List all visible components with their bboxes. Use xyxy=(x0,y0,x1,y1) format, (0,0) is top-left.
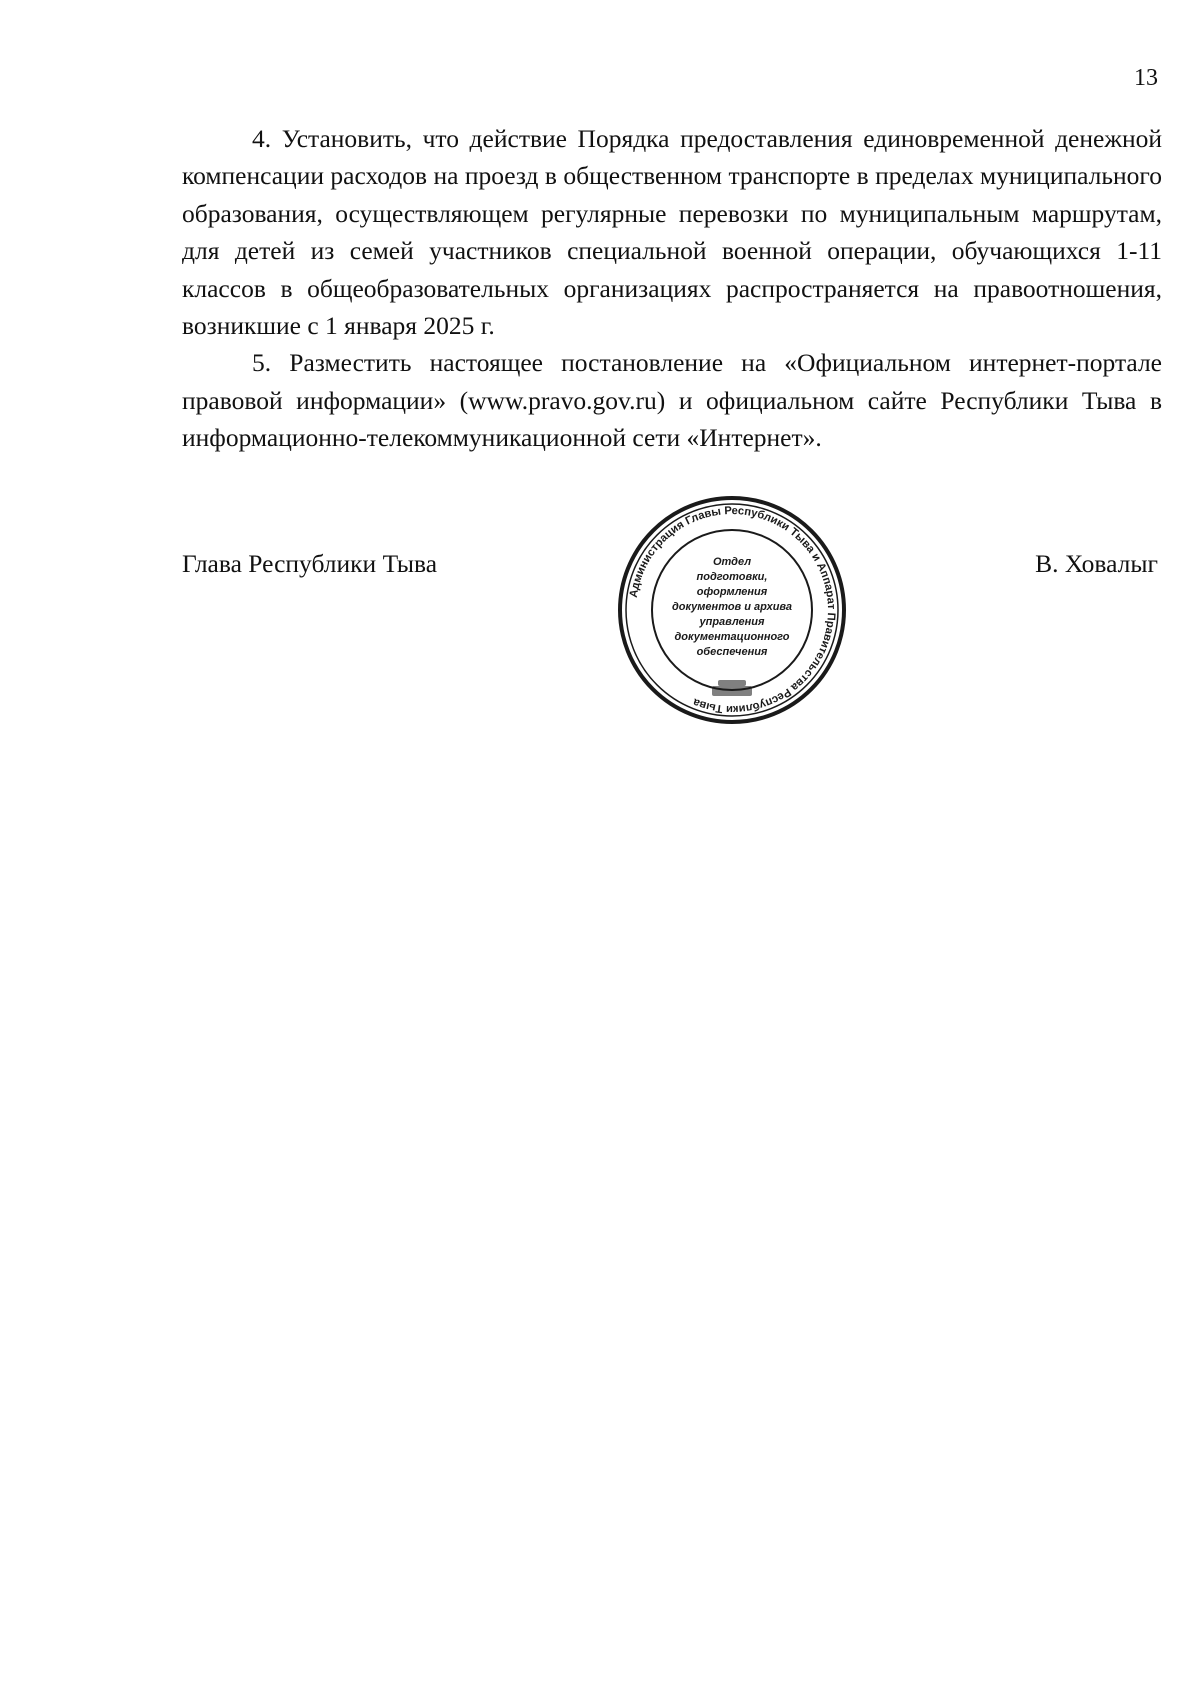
seal-outer-text: Администрация Главы Республики Тыва и Аппарат Правительства Республики Тыва xyxy=(627,504,838,716)
page-number: 13 xyxy=(1134,65,1158,91)
paragraph-5: 5. Разместить настоящее постановление на «Официальном интернет-портале правовой информации» (www.pravo.gov.ru) и официальном сайте Республики Тыва в информационно-телекоммуникационной сети «Интернет». xyxy=(182,348,1162,453)
seal-inner-line: обеспечения xyxy=(696,646,768,658)
seal-inner-line: документов и архива xyxy=(671,601,793,613)
seal-inner-line: Отдел xyxy=(712,556,752,568)
document-body xyxy=(182,120,1162,457)
paragraph-4: 4. Установить, что действие Порядка предоставления единовременной денежной компенсации расходов на проезд в общественном транспорте в пределах муниципального образования, осуществляющем регулярные перевозки по муниципальным маршрутам, для детей из семей участников специальной военной операции, обучающихся 1-11 классов в общеобразовательных организациях распространяется на правоотношения, возникшие с 1 января 2025 г. xyxy=(182,124,1162,341)
seal-inner-line: управления xyxy=(699,616,765,628)
seal-emblem-icon xyxy=(712,680,752,696)
signatory-name: В. Ховалыг xyxy=(1035,549,1158,578)
seal-inner-text xyxy=(672,556,792,658)
seal-inner-line: оформления xyxy=(696,586,768,598)
signatory-title: Глава Республики Тыва xyxy=(182,549,438,578)
official-seal xyxy=(612,490,852,730)
seal-inner-line: подготовки, xyxy=(696,571,768,583)
seal-inner-line: документационного xyxy=(674,631,790,643)
seal-graphic xyxy=(612,490,852,730)
